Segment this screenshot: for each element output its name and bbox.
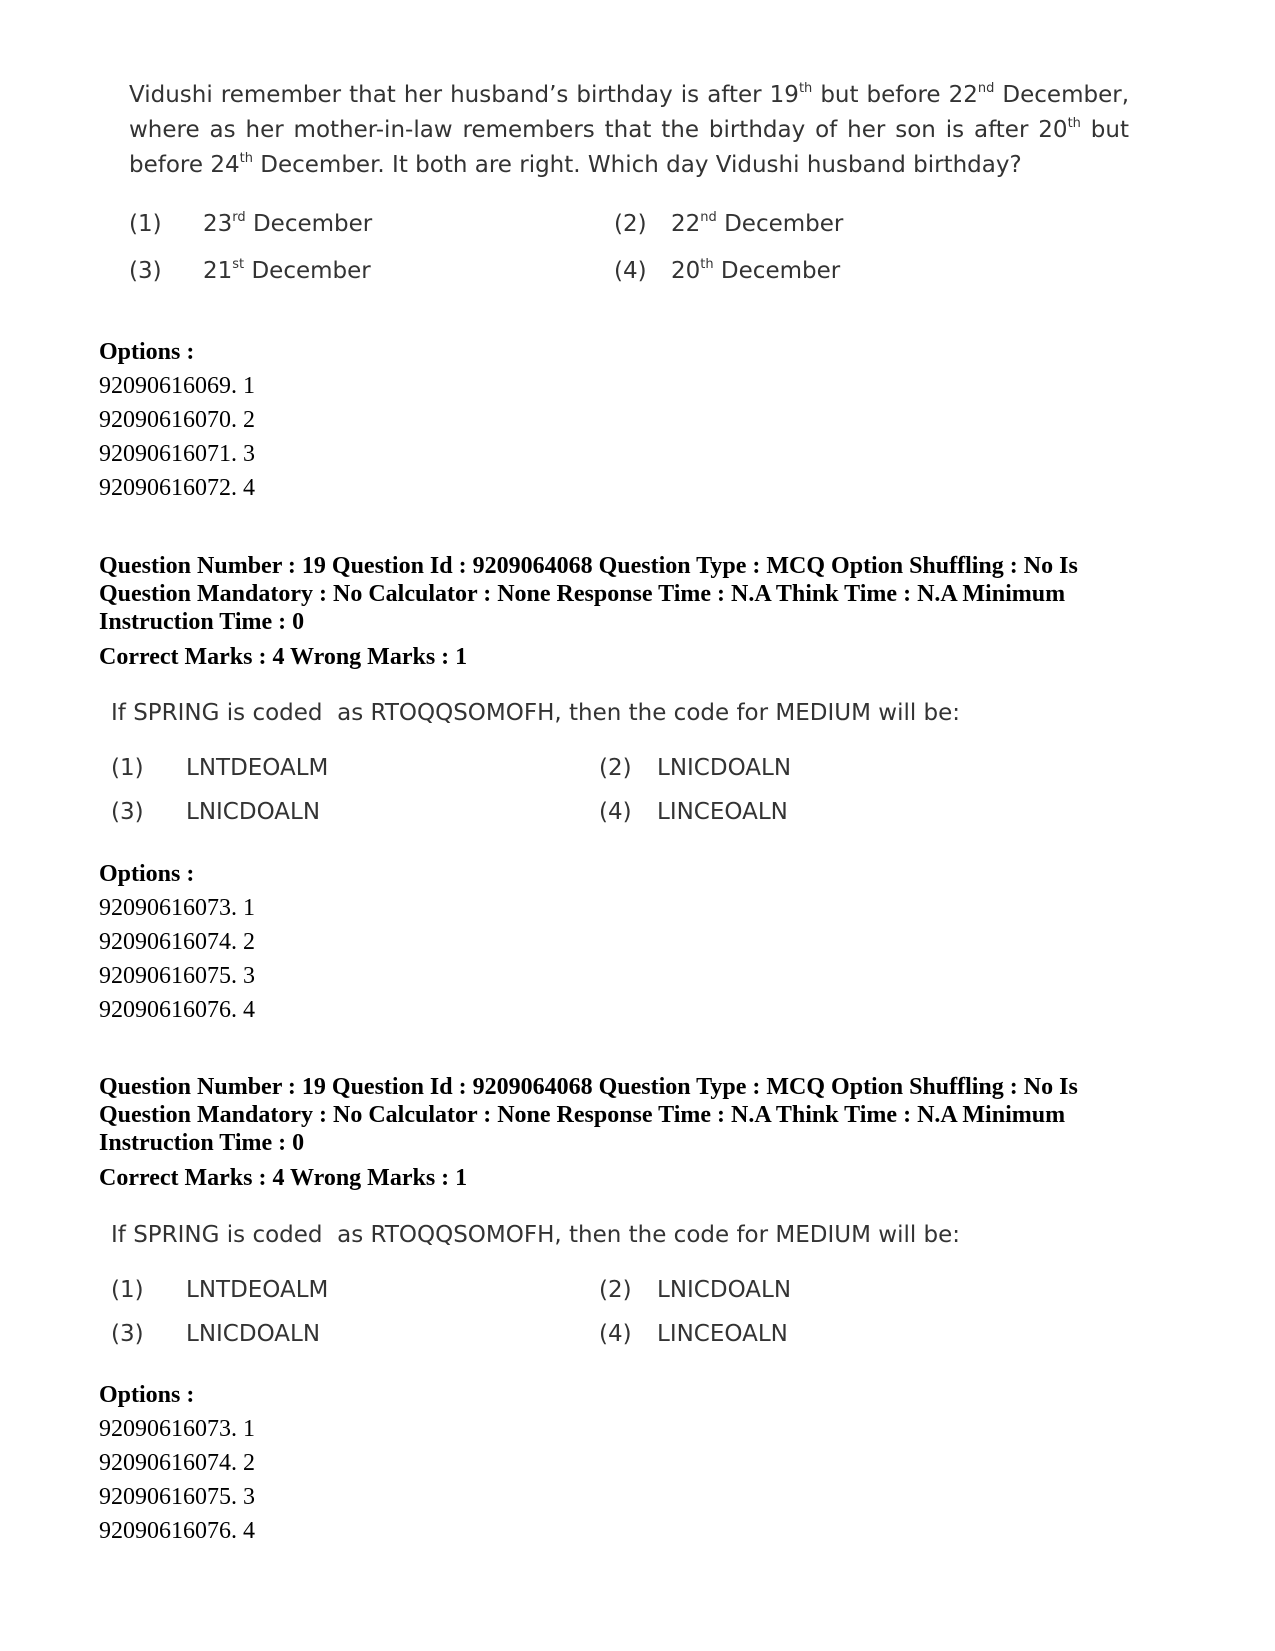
choice-number: (1) [111,1277,144,1303]
options-heading: Options : [99,1382,195,1408]
question-text: If SPRING is coded as RTOQQSOMOFH, then the code for MEDIUM will be: [111,700,961,726]
option-id: 92090616070. 2 [99,407,255,433]
choice-number: (1) [111,755,144,781]
options-heading: Options : [99,339,195,365]
choice-number: (4) [599,1321,632,1347]
question-meta [99,1073,1119,1157]
options-list [99,335,255,505]
option-id: 92090616076. 4 [99,997,255,1023]
option-id: 92090616074. 2 [99,1450,255,1476]
option-id: 92090616071. 3 [99,441,255,467]
question-meta-line: Question Mandatory : No Calculator : None Response Time : N.A Think Time : N.A Minimum [99,1102,1066,1128]
choice-text: LNTDEOALM [186,1277,329,1303]
options-list [99,857,255,1027]
choice-text: LNTDEOALM [186,755,329,781]
choice-text: 21st December [203,257,371,284]
option-id: 92090616072. 4 [99,475,255,501]
marks-line: Correct Marks : 4 Wrong Marks : 1 [99,1165,468,1191]
choice-text: LNICDOALN [657,755,792,781]
choice-number: (3) [129,258,162,284]
option-id: 92090616073. 1 [99,1416,255,1442]
choice-number: (2) [599,1277,632,1303]
choice-text: LNICDOALN [186,1321,321,1347]
option-id: 92090616074. 2 [99,929,255,955]
question-meta-line: Question Number : 19 Question Id : 9209064068 Question Type : MCQ Option Shuffling : No Is [99,1074,1078,1100]
option-id: 92090616075. 3 [99,1484,255,1510]
choice-text: 22nd December [671,210,844,237]
choice-text: LNICDOALN [657,1277,792,1303]
question-meta-line: Question Mandatory : No Calculator : None Response Time : N.A Think Time : N.A Minimum [99,581,1066,607]
question-text [129,78,1129,183]
choice-number: (4) [599,799,632,825]
option-id: 92090616069. 1 [99,373,255,399]
choice-text: LINCEOALN [657,799,788,825]
options-heading: Options : [99,861,195,887]
choice-number: (3) [111,1321,144,1347]
choice-text: LNICDOALN [186,799,321,825]
question-meta-line: Instruction Time : 0 [99,609,305,635]
choice-number: (4) [614,258,647,284]
options-list [99,1378,255,1548]
question-line: Vidushi remember that her husband’s birthday is after 19th but before 22nd December, [129,81,1130,108]
question-line: where as her mother-in-law remembers that the birthday of her son is after 20th but [129,116,1129,143]
question-meta-line: Instruction Time : 0 [99,1130,305,1156]
choice-number: (2) [614,211,647,237]
option-id: 92090616076. 4 [99,1518,255,1544]
option-id: 92090616075. 3 [99,963,255,989]
question-text: If SPRING is coded as RTOQQSOMOFH, then the code for MEDIUM will be: [111,1222,961,1248]
question-meta [99,552,1119,636]
choice-number: (3) [111,799,144,825]
option-id: 92090616073. 1 [99,895,255,921]
question-line: before 24th December. It both are right. Which day Vidushi husband birthday? [129,151,1022,178]
choice-number: (2) [599,755,632,781]
choice-text: 23rd December [203,210,373,237]
choice-number: (1) [129,211,162,237]
choice-text: 20th December [671,257,841,284]
choice-text: LINCEOALN [657,1321,788,1347]
marks-line: Correct Marks : 4 Wrong Marks : 1 [99,644,468,670]
question-meta-line: Question Number : 19 Question Id : 9209064068 Question Type : MCQ Option Shuffling : No Is [99,553,1078,579]
